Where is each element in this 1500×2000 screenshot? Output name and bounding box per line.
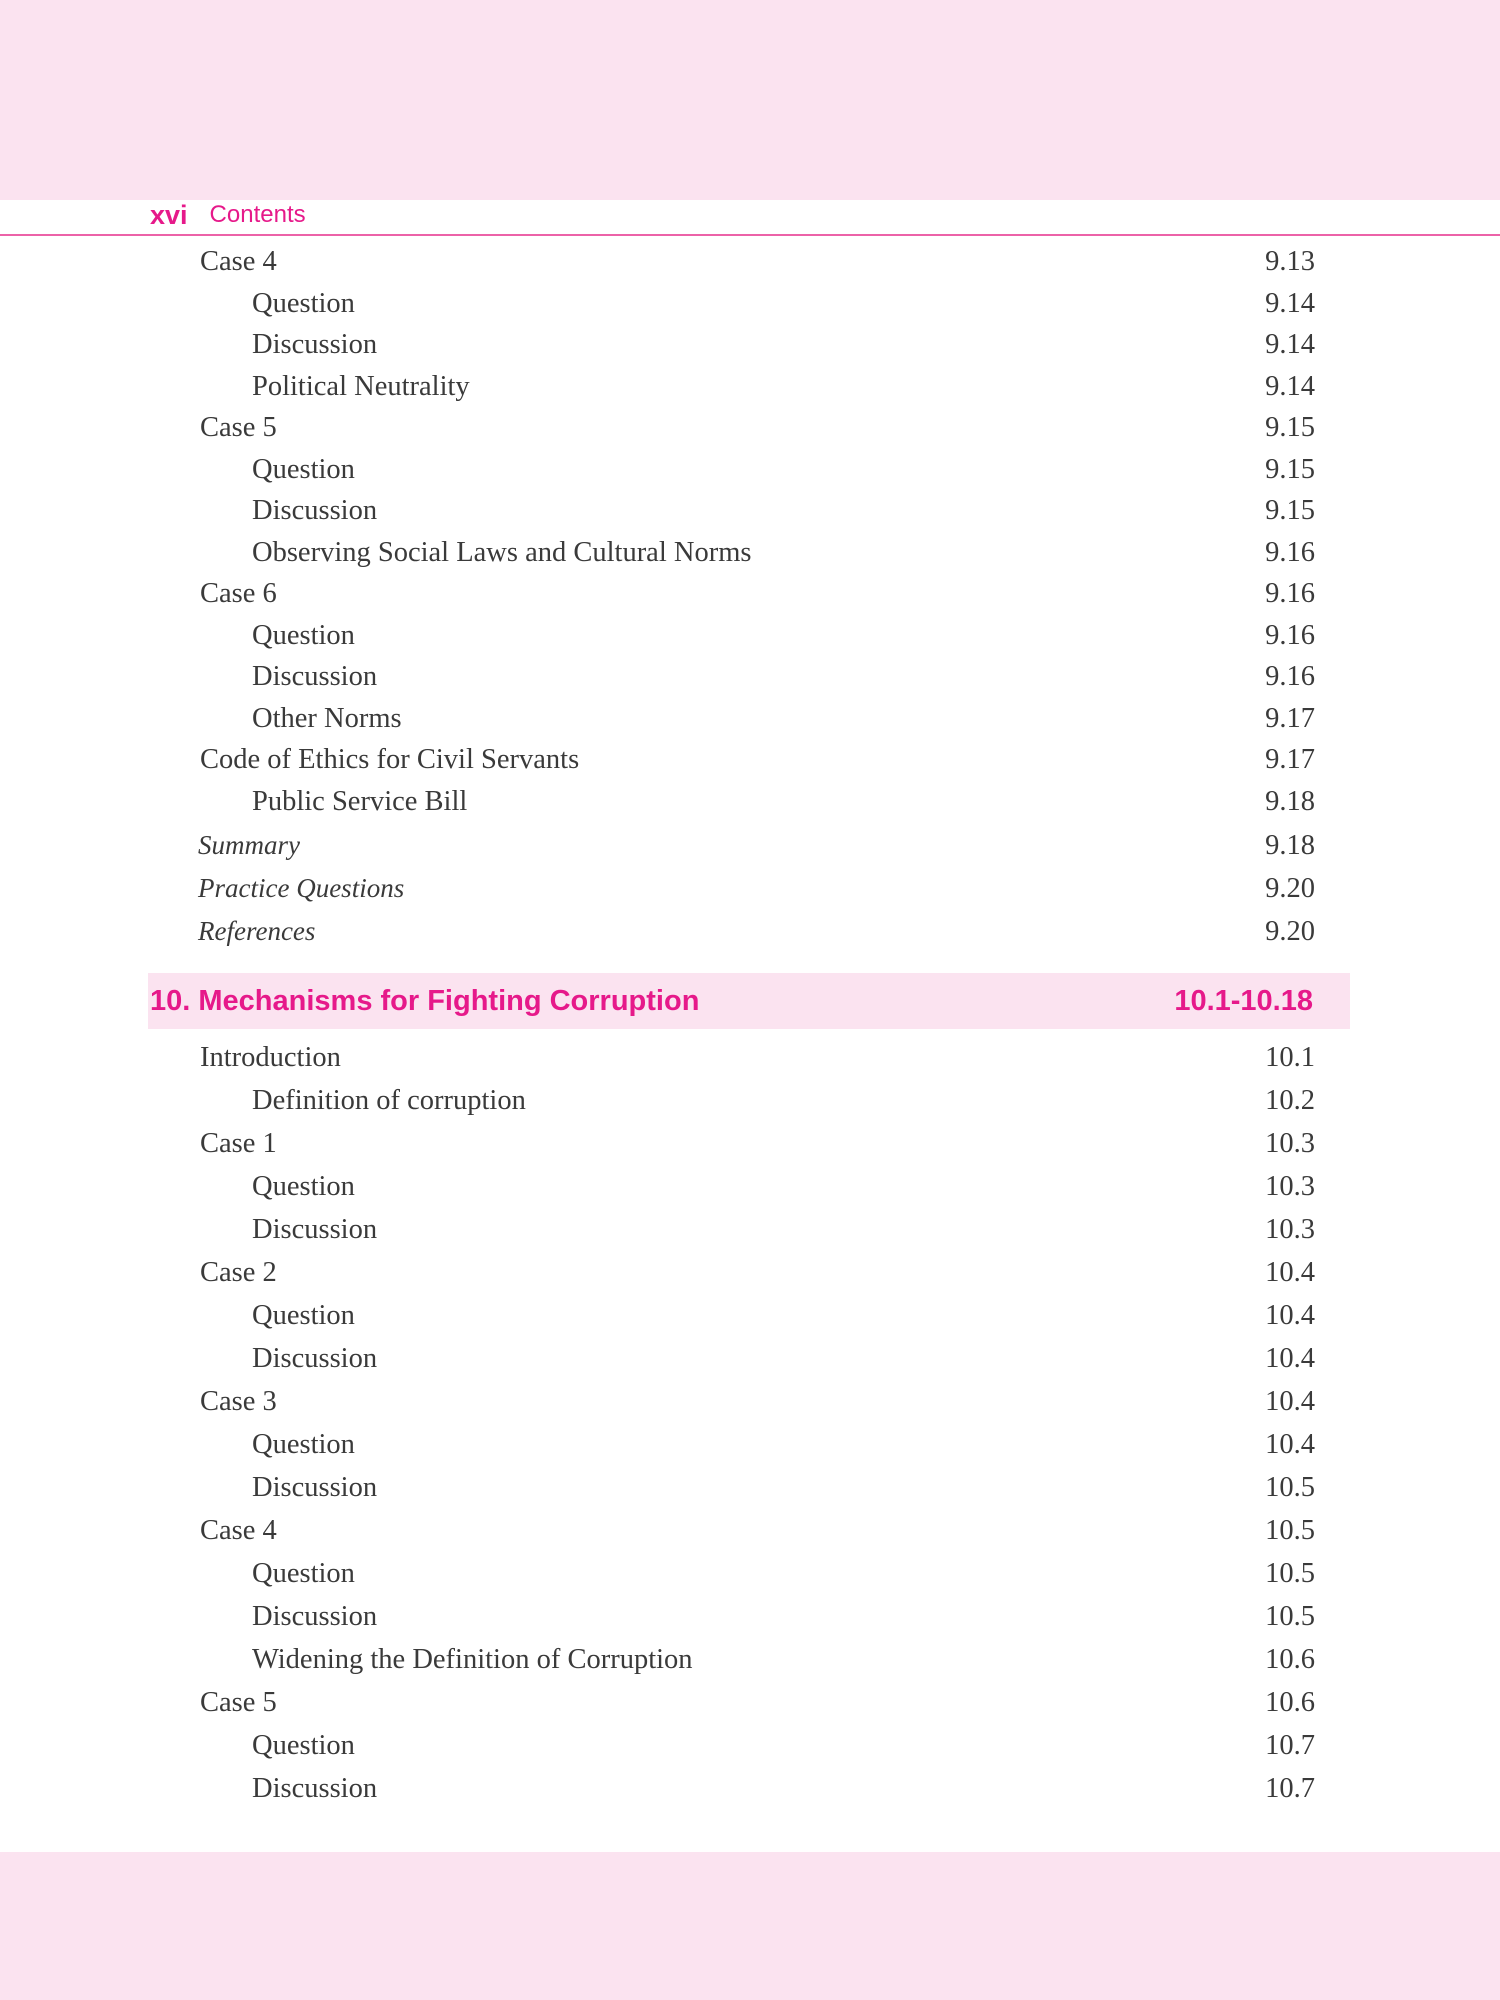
toc-subentry (252, 781, 1315, 822)
toc-entry-page: 9.16 (1265, 620, 1315, 651)
toc-entry-label: Case 4 (200, 246, 277, 277)
toc-subentry (252, 1338, 1315, 1379)
running-title: Contents (209, 201, 306, 228)
toc-subentry (252, 1295, 1315, 1336)
toc-entry-page: 9.20 (1265, 873, 1315, 904)
toc-entry-page: 9.14 (1265, 371, 1315, 402)
toc-entry-label: Question (252, 1429, 355, 1460)
toc-subentry (252, 490, 1315, 531)
toc-entry-label: Case 3 (200, 1386, 277, 1417)
toc-entry-label: Discussion (252, 661, 378, 692)
toc-subentry (252, 1209, 1315, 1250)
toc-entry-label: Case 5 (200, 412, 277, 443)
toc-subentry (252, 1639, 1315, 1680)
toc-entry-label: Discussion (252, 329, 378, 360)
toc-entry-page: 10.6 (1265, 1644, 1315, 1675)
toc-entry-label: Introduction (200, 1042, 341, 1073)
toc-entry-page: 9.20 (1265, 916, 1315, 947)
toc-entry-label: Other Norms (252, 703, 402, 734)
header-rule (0, 234, 1500, 236)
toc-subentry (252, 1596, 1315, 1637)
toc-entry-page: 9.17 (1265, 703, 1315, 734)
toc-entry-page: 9.18 (1265, 786, 1315, 817)
toc-subentry (252, 324, 1315, 365)
toc-entry-page: 10.7 (1265, 1730, 1315, 1761)
toc-entry (200, 241, 1315, 282)
toc-entry-label: References (198, 916, 316, 946)
toc-entry (200, 1381, 1315, 1422)
toc-subentry (252, 1553, 1315, 1594)
toc-entry-label: Political Neutrality (252, 371, 470, 402)
toc-entry-page: 10.4 (1265, 1386, 1315, 1417)
toc-entry-label: Code of Ethics for Civil Servants (200, 744, 580, 775)
toc-entry-label: Definition of corruption (252, 1085, 526, 1116)
toc-entry-page: 10.2 (1265, 1085, 1315, 1116)
toc-entry-page: 9.14 (1265, 329, 1315, 360)
toc-entry (200, 407, 1315, 448)
toc-entry-label: Discussion (252, 1601, 378, 1632)
toc-entry-page: 10.3 (1265, 1214, 1315, 1245)
bottom-page-band (0, 1852, 1500, 2000)
toc-entry-page: 9.14 (1265, 288, 1315, 319)
toc-entry-label: Question (252, 1558, 355, 1589)
toc-entry-label: Question (252, 620, 355, 651)
toc-entry-label: Question (252, 1171, 355, 1202)
toc-entry-label: Question (252, 1730, 355, 1761)
toc-entry-label: Practice Questions (198, 873, 405, 903)
page-number: xvi (150, 199, 188, 230)
toc-entry-page: 9.15 (1265, 412, 1315, 443)
toc-entry-page: 9.13 (1265, 246, 1315, 277)
toc-entry-label: Discussion (252, 495, 378, 526)
toc-entry-page: 10.4 (1265, 1429, 1315, 1460)
toc-entry-label: Discussion (252, 1343, 378, 1374)
toc-entry-practice-questions (198, 868, 1315, 909)
toc-subentry (252, 1768, 1315, 1809)
toc-entry (200, 739, 1315, 780)
toc-subentry (252, 449, 1315, 490)
toc-entry (200, 1510, 1315, 1551)
toc-subentry (252, 698, 1315, 739)
top-page-band (0, 0, 1500, 200)
toc-entry-label: Case 5 (200, 1687, 277, 1718)
toc-entry (200, 1252, 1315, 1293)
toc-subentry (252, 615, 1315, 656)
toc-entry-page: 10.4 (1265, 1343, 1315, 1374)
toc-entry-page: 9.17 (1265, 744, 1315, 775)
toc-entry-summary (198, 825, 1315, 866)
toc-entry-label: Discussion (252, 1773, 378, 1804)
toc-entry-label: Observing Social Laws and Cultural Norms (252, 537, 752, 568)
toc-subentry (252, 656, 1315, 697)
toc-entry-label: Case 6 (200, 578, 277, 609)
toc-subentry (252, 1725, 1315, 1766)
toc-entry-label: Case 2 (200, 1257, 277, 1288)
toc-entry-label: Summary (198, 830, 300, 860)
toc-entry (200, 1123, 1315, 1164)
toc-entry-page: 9.16 (1265, 578, 1315, 609)
toc-entry-label: Case 4 (200, 1515, 277, 1546)
toc-subentry (252, 283, 1315, 324)
toc-entry-page: 9.15 (1265, 495, 1315, 526)
toc-entry (200, 573, 1315, 614)
toc-entry-page: 10.6 (1265, 1687, 1315, 1718)
toc-entry-page: 10.5 (1265, 1472, 1315, 1503)
toc-entry-page: 9.18 (1265, 830, 1315, 861)
toc-entry-page: 10.5 (1265, 1601, 1315, 1632)
toc-entry (200, 1682, 1315, 1723)
toc-subentry (252, 1166, 1315, 1207)
toc-entry-page: 10.5 (1265, 1558, 1315, 1589)
toc-entry-page: 10.7 (1265, 1773, 1315, 1804)
toc-entry-label: Question (252, 454, 355, 485)
toc-subentry (252, 1080, 1315, 1121)
chapter-page-range: 10.1-10.18 (1174, 985, 1313, 1017)
chapter-title: 10. Mechanisms for Fighting Corruption (150, 985, 700, 1017)
toc-entry-label: Widening the Definition of Corruption (252, 1644, 693, 1675)
toc-entry (200, 1037, 1315, 1078)
toc-entry-label: Case 1 (200, 1128, 277, 1159)
chapter-heading (148, 973, 1350, 1029)
toc-subentry (252, 1424, 1315, 1465)
toc-entry-page: 9.16 (1265, 537, 1315, 568)
toc-entry-label: Question (252, 1300, 355, 1331)
toc-entry-page: 10.5 (1265, 1515, 1315, 1546)
toc-entry-label: Question (252, 288, 355, 319)
toc-entry-page: 10.4 (1265, 1257, 1315, 1288)
toc-entry-page: 10.1 (1265, 1042, 1315, 1073)
toc-subentry (252, 366, 1315, 407)
running-header (150, 197, 306, 233)
toc-entry-references (198, 911, 1315, 952)
toc-entry-page: 10.3 (1265, 1171, 1315, 1202)
toc-entry-label: Discussion (252, 1214, 378, 1245)
toc-entry-label: Public Service Bill (252, 786, 468, 817)
toc-entry-page: 10.3 (1265, 1128, 1315, 1159)
toc-subentry (252, 532, 1315, 573)
toc-entry-page: 9.15 (1265, 454, 1315, 485)
toc-entry-page: 9.16 (1265, 661, 1315, 692)
toc-subentry (252, 1467, 1315, 1508)
toc-entry-page: 10.4 (1265, 1300, 1315, 1331)
toc-entry-label: Discussion (252, 1472, 378, 1503)
